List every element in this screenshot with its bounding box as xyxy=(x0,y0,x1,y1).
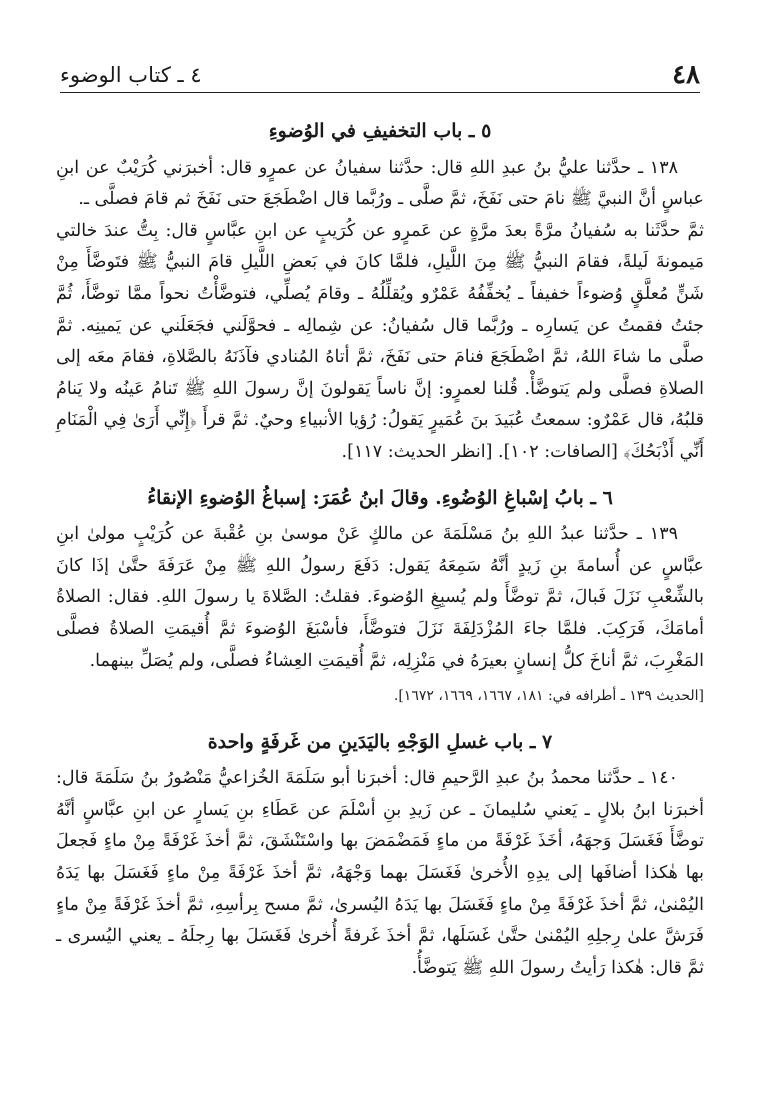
chapter-heading-5: ٥ ـ باب التخفيفِ في الوُضوءِ xyxy=(268,120,492,142)
chapter-heading-7: ٧ ـ باب غسلِ الوَجْهِ باليَدَينِ من غَرفَةٍ واحدة xyxy=(207,730,553,753)
running-head: ٤ ـ كتاب الوضوء xyxy=(60,63,202,87)
hadith-138-continued: ثمَّ حدَّثَنا به سُفيانُ مرَّةً بعدَ مرَّةٍ عن عَمرٍو عن كُرَيبٍ عن ابنِ عبَّاسٍ قال: بِتُّ عندَ خالتي مَيمونةَ لَيلةً، فقامَ النبيُّ ﷺ مِنَ اللَّيلِ، فلمَّا كانَ في بَعضِ اللَّيلِ قامَ النبيُّ ﷺ فتَوضَّأَ مِنْ شَنٍّ مُعلَّقٍ وُضوءاً خفيفاً ـ يُخفِّفُهُ عَمْرٌو ويُقلِّلُهُ ـ وقامَ يُصلِّي، فتوضَّأْتُ نحواً ممَّا توضَّأَ، ثُمَّ جئتُ فقمتُ عن يَسارِه ـ ورُبَّما قال سُفيانُ: عن شِمالِه ـ فحوَّلَني فجَعَلَني عن يَمينِه. ثمَّ صلَّى ما شاءَ اللهُ، ثمَّ اضْطَجَعَ فنامَ حتى نَفَخَ، ثمَّ أتاهُ المُنادي فآذَنَهُ بالصَّلاةِ، فقامَ معَه إلى الصلاةِ فصلَّى ولم يَتوضَّأْ. قُلنا لعمرٍو: إنَّ ناساً يَقولونَ إنَّ رسولَ اللهِ ﷺ تَنامُ عَينُه ولا يَنامُ قلبُهُ، قال عَمْرٌو: سمعتُ عُبَيدَ بنَ عُمَيرٍ يَقولُ: رُؤيا الأنبياءِ وحيٌ. ثمَّ قرأَ ﴿إِنِّي أَرَىٰ فِي الْمَنَامِ أَنِّي أَذْبَحُكَ﴾ [الصافات: ١٠٢]. [انظر الحديث: ١١٧]. xyxy=(56,220,704,462)
page-header xyxy=(60,58,700,93)
hadith-139-reference: [الحديث ١٣٩ ـ أطرافه في: ١٨١، ١٦٦٧، ١٦٦٩، ١٦٧٢]. xyxy=(393,688,704,705)
page-number: ٤٨ xyxy=(672,60,700,90)
hadith-138: ١٣٨ ـ حدَّثنا عليُّ بنُ عبدِ اللهِ قال: حدَّثنا سفيانُ عن عمرٍو قال: أخبرَني كُرَيْبٌ عن ابنِ عباسٍ أنَّ النبيَّ ﷺ نامَ حتى نَفَخَ، ثمَّ صلَّى ـ ورُبَّما قال اضْطَجَعَ حتى نَفَخَ ثم قامَ فصلَّى ـ. xyxy=(56,157,704,210)
hadith-140: ١٤٠ ـ حدَّثنا محمدُ بنُ عبدِ الرَّحيمِ قال: أخبرَنا أبو سَلَمَةَ الخُزاعيُّ مَنْصُورُ بنُ سَلَمَةَ قال: أخبرَنا ابنُ بلالٍ ـ يَعني سُليمانَ ـ عن زَيدِ بنِ أسْلَمَ عن عَطَاءِ بنِ يَسارٍ عن ابنِ عبَّاسٍ أنَّهُ توضَّأَ فَغَسَلَ وَجهَهُ، أخَذَ غَرْفَةً من ماءٍ فَمَضْمَضَ بها واسْتَنْشَقَ، ثمَّ أخذَ غَرْفَةً مِنْ ماءٍ فَجعلَ بها هٰكذا أضافَها إلى يدِهِ الأُخرىٰ فَغَسَلَ بهما وَجْهَهُ، ثمَّ أخذَ غَرْفَةً مِنْ ماءٍ فَغَسَلَ بها يَدَهُ اليُمْنىٰ، ثمَّ أخذَ غَرْفَةً مِنْ ماءٍ فَغَسَلَ بها يَدَهُ اليُسرىٰ، ثمَّ مسح بِرأسِهِ، ثمَّ أخذَ غَرْفَةً مِنْ ماءٍ فَرَشَّ علىٰ رِجلِهِ اليُمْنىٰ حتَّىٰ غَسَلَها، ثمَّ أخذَ غَرفةً أُخرىٰ فَغَسَلَ بها رِجلَهُ ـ يعني اليُسرى ـ ثمَّ قال: هٰكذا رَأيتُ رسولَ اللهِ ﷺ يَتوضَّأُ. xyxy=(56,768,704,978)
hadith-139: ١٣٩ ـ حدَّثنا عبدُ اللهِ بنُ مَسْلَمَةَ عن مالكٍ عَنْ موسىٰ بنِ عُقْبةَ عن كُرَيْبٍ مولىٰ ابنِ عبَّاسٍ عن أُسامةَ بنِ زَيدٍ أنَّهُ سَمِعَهُ يَقول: دَفَعَ رسولُ اللهِ ﷺ مِنْ عَرَفَةَ حتَّىٰ إذَا كانَ بالشِّعْبِ نَزَلَ فَبالَ، ثمَّ توضَّأَ ولم يُسبِغِ الوُضوءَ. فقلتُ: الصَّلاةَ يا رسولَ اللهِ. فقال: الصلاةُ أمامَكَ، فَرَكِبَ. فلمَّا جاءَ المُزْدَلِفَةَ نَزَلَ فتوضَّأَ، فأسْبَغَ الوُضوءَ ثمَّ أُقيمَتِ الصلاةُ فصلَّى المَغْرِبَ، ثمَّ أناخَ كلُّ إنسانٍ بعيرَهُ في مَنْزِلِه، ثمَّ أُقيمَتِ العِشاءُ فصلَّى، ولم يُصَلِّ بينهما. xyxy=(56,524,704,671)
page-body xyxy=(56,100,704,984)
chapter-heading-6: ٦ ـ بابُ إسْباغِ الوُضُوءِ. وقالَ ابنُ عُمَرَ: إسباغُ الوُضوءِ الإنقاءُ xyxy=(147,486,613,509)
